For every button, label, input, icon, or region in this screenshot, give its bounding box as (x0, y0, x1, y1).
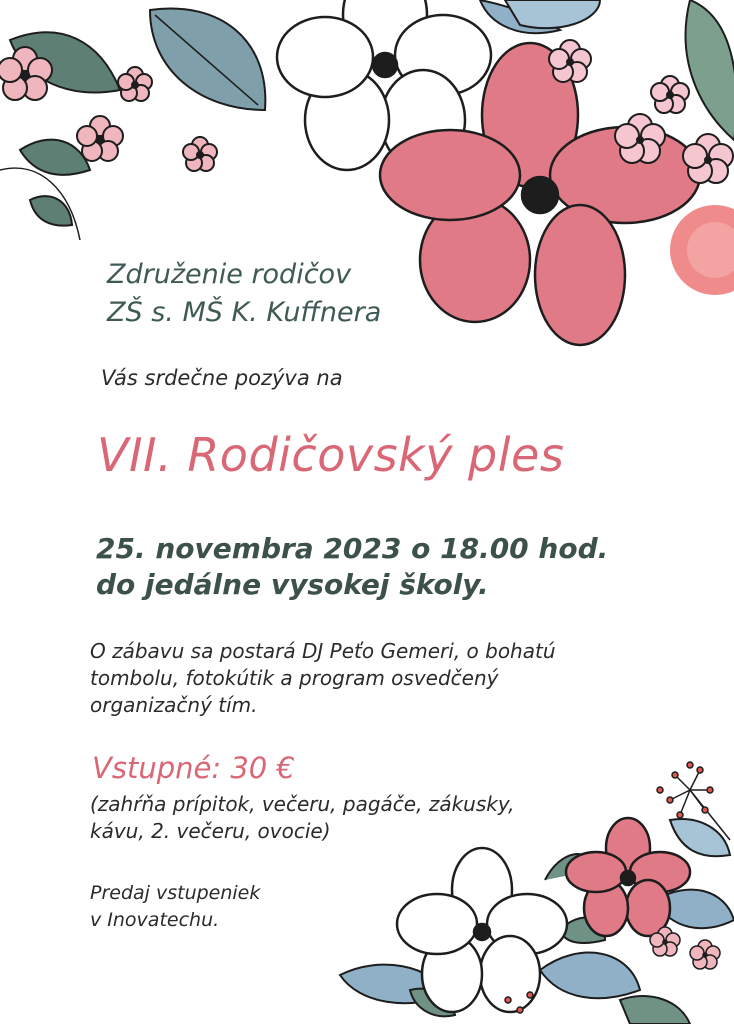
ticket-sales (90, 880, 260, 934)
entertainment-line-3: organizačný tím. (90, 693, 258, 717)
leaf-icon (686, 0, 734, 140)
event-place: do jedálne vysokej školy. (96, 568, 489, 601)
admission-includes (90, 791, 514, 845)
admission-includes-line-2: kávu, 2. večeru, ovocie) (90, 819, 331, 843)
entertainment-line-1: O zábavu sa postará DJ Peťo Gemeri, o bohatú (90, 639, 556, 663)
organizer-school: ZŠ s. MŠ K. Kuffnera (107, 297, 382, 328)
admission-price: Vstupné: 30 € (92, 751, 295, 785)
invitation-text: Vás srdečne pozýva na (101, 366, 343, 390)
entertainment-line-2: tombolu, fotokútik a program osvedčený (90, 666, 499, 690)
ticket-sales-line-2: v Inovatechu. (90, 909, 220, 931)
small-flower-icon (650, 927, 720, 969)
entertainment-block (90, 638, 556, 719)
event-when-block (96, 531, 608, 603)
organizer-name: Združenie rodičov (107, 259, 352, 290)
organizer-block (107, 256, 381, 332)
admission-includes-line-1: (zahŕňa prípitok, večeru, pagáče, zákusky, (90, 792, 515, 816)
event-date-time: 25. novembra 2023 o 18.00 hod. (96, 532, 609, 565)
ticket-sales-line-1: Predaj vstupeniek (90, 882, 261, 904)
event-title: VII. Rodičovský ples (97, 428, 565, 482)
sun-flower-icon (670, 205, 734, 295)
